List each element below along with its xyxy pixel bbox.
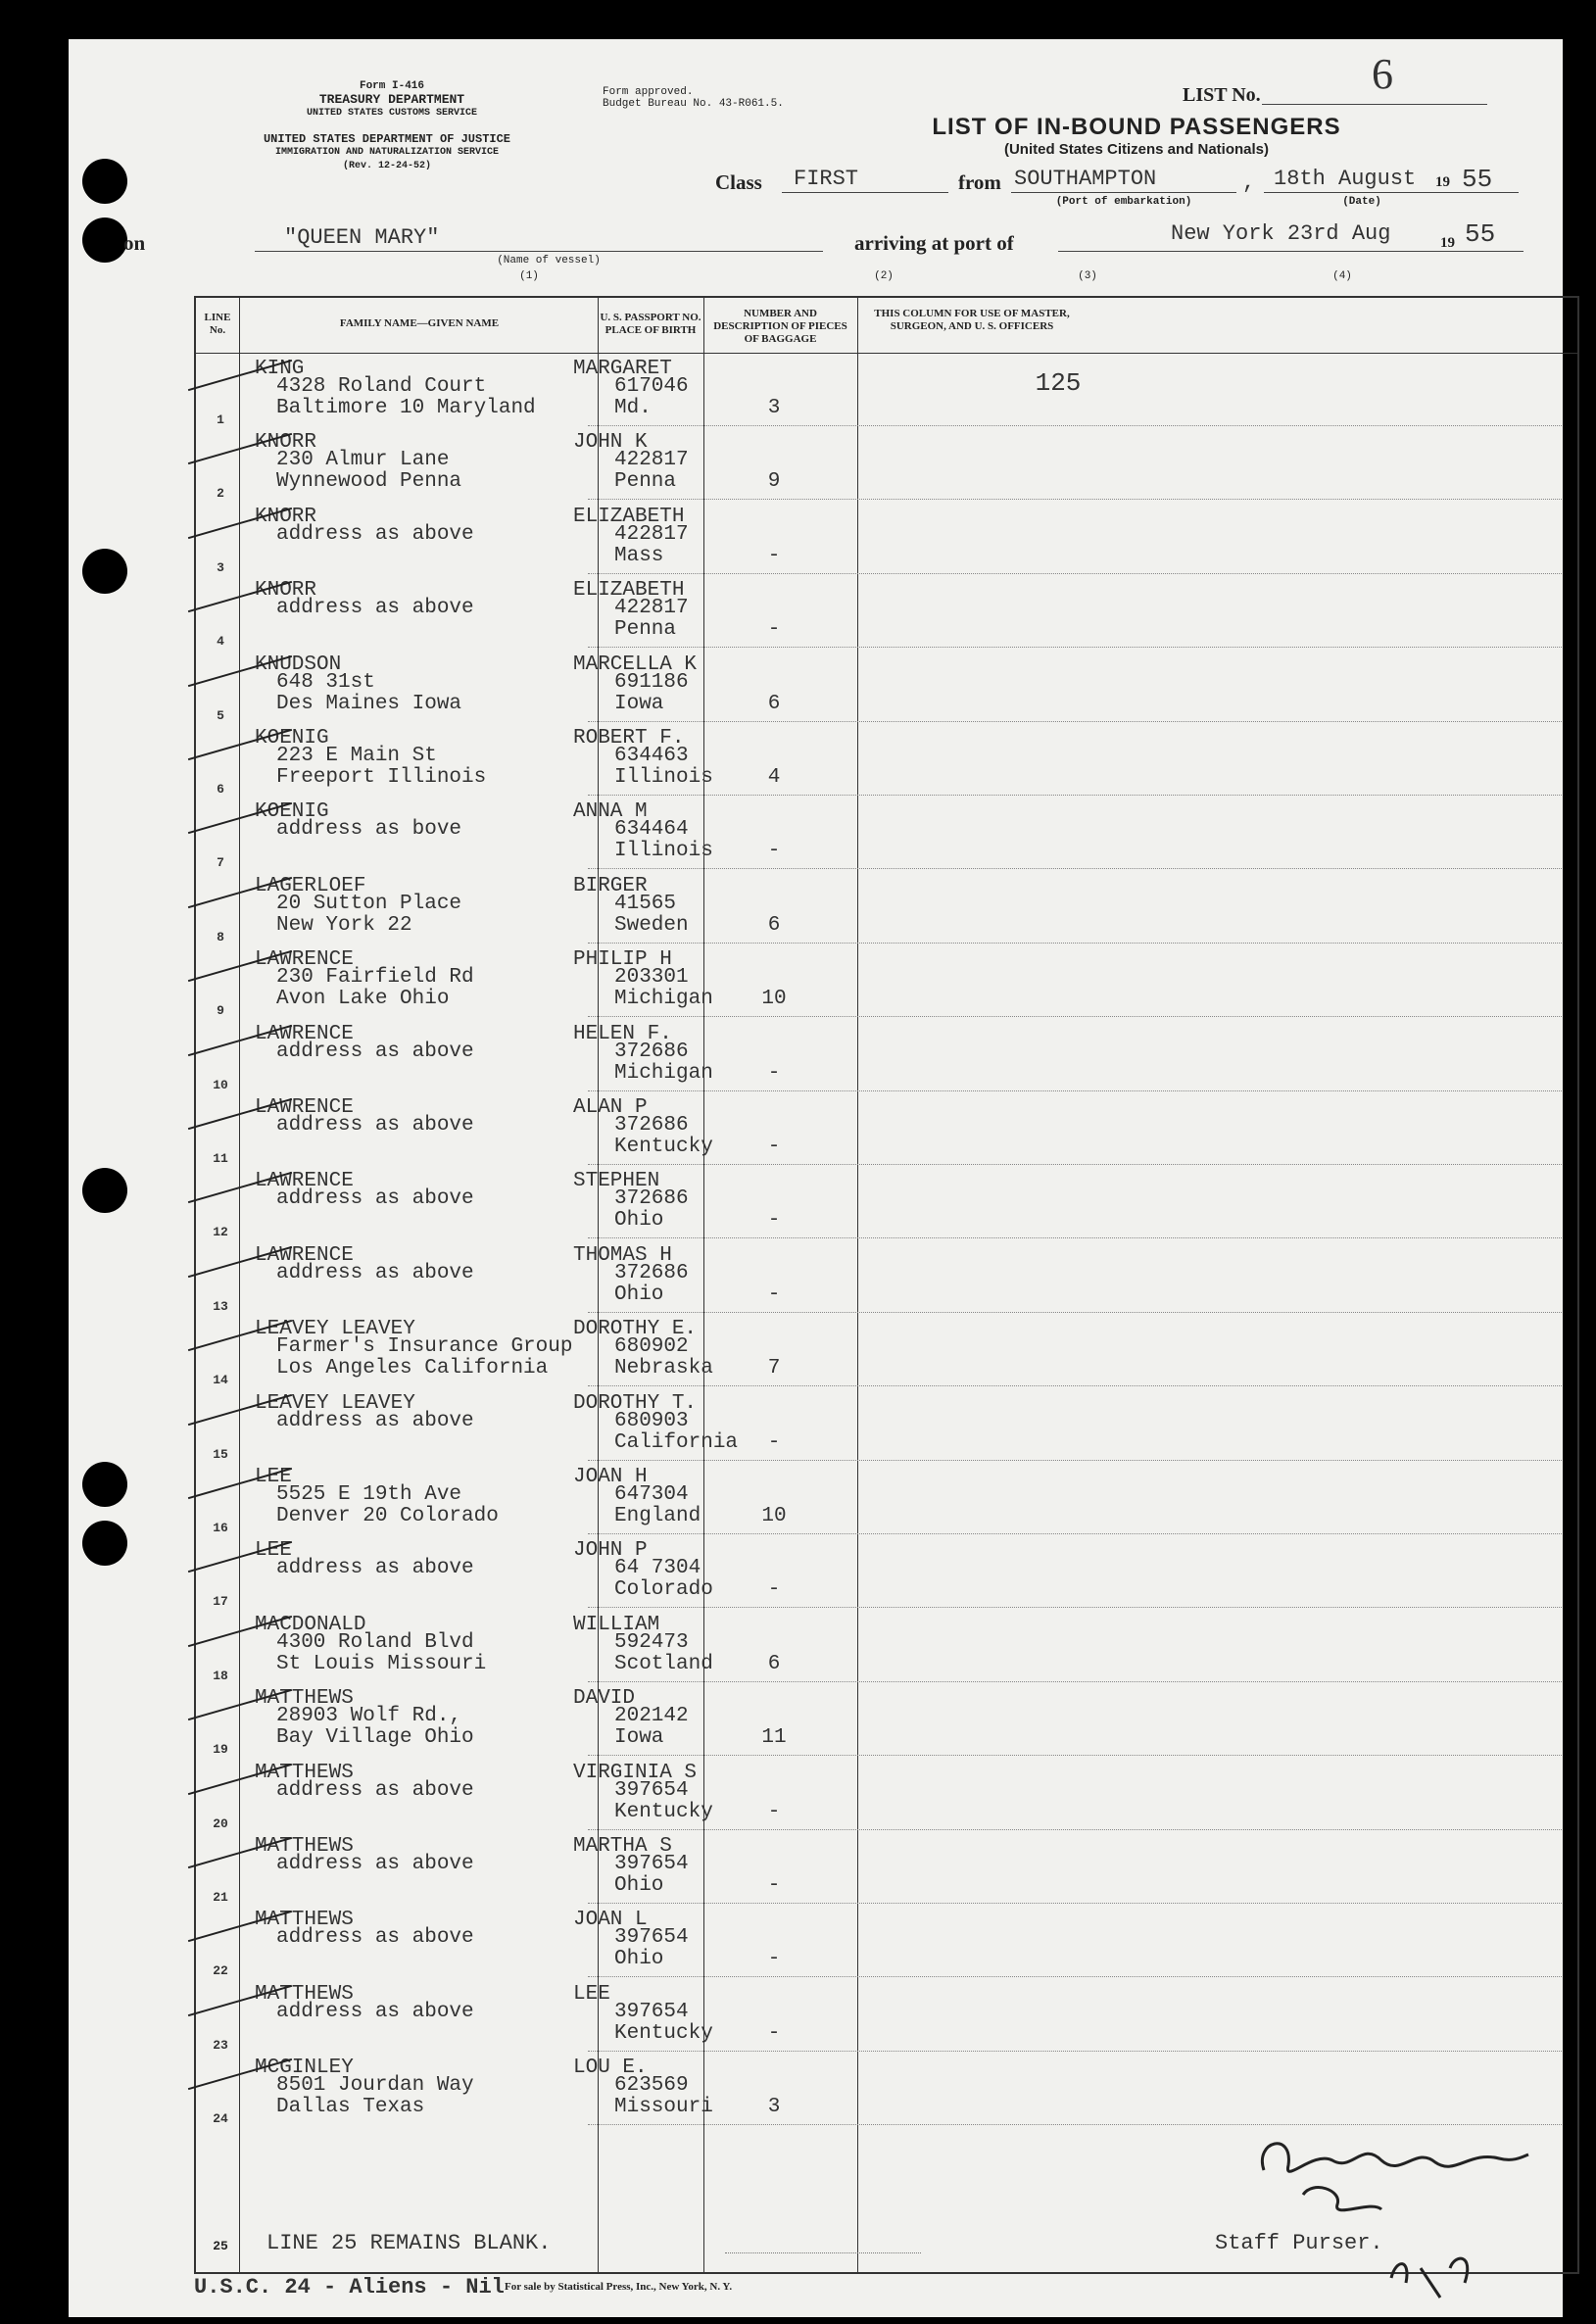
arriving-label: arriving at port of — [854, 231, 1014, 255]
line-number: 9 — [217, 1003, 224, 1019]
given-name: MARTHA S — [573, 1835, 672, 1858]
row-divider — [588, 868, 1562, 869]
family-name: KING — [255, 358, 305, 380]
baggage-count: 6 — [767, 1652, 781, 1675]
date-caption: (Date) — [1342, 196, 1381, 208]
row-divider — [588, 943, 1562, 944]
table-row — [196, 576, 1577, 650]
baggage-count: - — [767, 2021, 781, 2045]
place-of-birth: Michigan — [614, 988, 713, 1011]
passport-number: 397654 — [614, 1853, 689, 1875]
customs-service: UNITED STATES CUSTOMS SERVICE — [306, 108, 478, 119]
table-row — [196, 1463, 1577, 1536]
place-of-birth: Penna — [614, 470, 677, 494]
line-number: 3 — [217, 559, 224, 575]
address-line-1: address as above — [276, 1187, 474, 1211]
row-divider — [588, 795, 1562, 796]
place-of-birth: Ohio — [614, 1209, 664, 1233]
line-number: 1 — [217, 412, 224, 427]
family-name: KNUDSON — [255, 653, 342, 676]
place-of-birth: Ohio — [614, 1283, 664, 1306]
place-of-birth: Kentucky — [614, 2021, 713, 2045]
line-number: 15 — [213, 1446, 228, 1462]
row-divider — [588, 573, 1562, 574]
table-row — [196, 798, 1577, 871]
punch-hole — [82, 1462, 127, 1507]
header-baggage: NUMBER AND DESCRIPTION OF PIECES OF BAGGAGE — [713, 308, 847, 345]
address-line-2: Des Maines Iowa — [276, 692, 462, 715]
purser-signature — [1244, 2111, 1538, 2307]
given-name: ALAN P — [573, 1096, 648, 1119]
family-name: KOENIG — [255, 800, 329, 824]
line-number: 14 — [213, 1373, 228, 1388]
passport-number: 422817 — [614, 597, 689, 620]
baggage-count: - — [767, 544, 781, 567]
family-name: KOENIG — [255, 727, 329, 750]
line-25-text: LINE 25 REMAINS BLANK. — [266, 2231, 552, 2255]
given-name: JOAN L — [573, 1909, 648, 1932]
passport-number: 41565 — [614, 892, 677, 915]
header-officers: THIS COLUMN FOR USE OF MASTER, SURGEON, AND U. S. OFFICERS — [874, 308, 1070, 332]
class-line — [782, 192, 948, 193]
place-of-birth: Colorado — [614, 1578, 713, 1602]
place-of-birth: Ohio — [614, 1948, 664, 1971]
col-num-1: (1) — [519, 270, 539, 282]
baggage-count: - — [767, 1948, 781, 1971]
row-divider — [588, 1237, 1562, 1238]
date-year: 55 — [1462, 165, 1493, 194]
family-name: LAWRENCE — [255, 1243, 354, 1267]
passport-number: 397654 — [614, 2000, 689, 2023]
given-name: WILLIAM — [573, 1613, 660, 1636]
line-number: 7 — [217, 855, 224, 871]
vessel-name: "QUEEN MARY" — [284, 225, 440, 250]
line-25-number: 25 — [213, 2239, 228, 2253]
address-line-1: 4300 Roland Blvd — [276, 1630, 474, 1654]
port-embarkation: SOUTHAMPTON — [1014, 167, 1157, 191]
family-name: LAWRENCE — [255, 1022, 354, 1045]
revision: (Rev. 12-24-52) — [342, 161, 431, 171]
line-number: 13 — [213, 1298, 228, 1314]
row-divider — [588, 1312, 1562, 1313]
comma: , — [1242, 170, 1256, 195]
line-number: 2 — [217, 486, 224, 502]
passport-number: 64 7304 — [614, 1557, 701, 1580]
passport-number: 397654 — [614, 1778, 689, 1802]
family-name: KNORR — [255, 431, 317, 455]
passport-number: 372686 — [614, 1187, 689, 1211]
table-row — [196, 1536, 1577, 1610]
baggage-count: 4 — [767, 766, 781, 789]
given-name: DOROTHY E. — [573, 1318, 698, 1341]
baggage-count: 7 — [767, 1357, 781, 1380]
row-divider — [588, 1533, 1562, 1534]
passport-number: 203301 — [614, 966, 689, 990]
col-num-4: (4) — [1332, 270, 1352, 282]
date-year-prefix: 19 — [1435, 174, 1450, 190]
baggage-count: 11 — [761, 1726, 787, 1750]
given-name: DAVID — [573, 1687, 636, 1711]
place-of-birth: Md. — [614, 397, 652, 419]
given-name: JOHN K — [573, 431, 648, 455]
passport-number: 372686 — [614, 1261, 689, 1284]
address-line-2: St Louis Missouri — [276, 1652, 487, 1675]
table-row — [196, 1093, 1577, 1167]
row-divider — [588, 1903, 1562, 1904]
address-line-2: Denver 20 Colorado — [276, 1505, 499, 1527]
passport-number: 623569 — [614, 2074, 689, 2098]
row-divider — [588, 1016, 1562, 1017]
place-of-birth: Illinois — [614, 840, 713, 863]
list-title: LIST OF IN-BOUND PASSENGERS — [932, 114, 1341, 140]
address-line-1: 8501 Jourdan Way — [276, 2074, 474, 2098]
place-of-birth: Nebraska — [614, 1357, 713, 1380]
family-name: KNORR — [255, 505, 317, 528]
form-approved: Form approved. — [603, 86, 694, 98]
given-name: DOROTHY T. — [573, 1391, 698, 1415]
baggage-count: - — [767, 1061, 781, 1085]
line-number: 17 — [213, 1594, 228, 1610]
address-line-1: address as above — [276, 522, 474, 546]
line-number: 4 — [217, 634, 224, 650]
passport-number: 680903 — [614, 1409, 689, 1432]
family-name: MATTHEWS — [255, 1835, 354, 1858]
place-of-birth: Mass — [614, 544, 664, 567]
baggage-count: 3 — [767, 2096, 781, 2119]
passport-number: 680902 — [614, 1335, 689, 1359]
passport-number: 397654 — [614, 1926, 689, 1950]
family-name: LAGERLOEF — [255, 874, 366, 897]
table-row — [196, 1167, 1577, 1240]
passport-number: 617046 — [614, 375, 689, 398]
from-label: from — [958, 170, 1001, 194]
table-row — [196, 872, 1577, 945]
address-line-1: address as above — [276, 1778, 474, 1802]
arrival-port: New York 23rd Aug — [1171, 221, 1391, 246]
place-of-birth: Iowa — [614, 692, 664, 715]
passport-number: 592473 — [614, 1630, 689, 1654]
table-row — [196, 1759, 1577, 1832]
baggage-count: - — [767, 1136, 781, 1158]
given-name: VIRGINIA S — [573, 1761, 698, 1784]
punch-hole — [82, 1521, 127, 1566]
address-line-1: address as above — [276, 1040, 474, 1063]
address-line-1: 648 31st — [276, 670, 375, 694]
place-of-birth: Scotland — [614, 1652, 713, 1675]
baggage-count: 6 — [767, 913, 781, 937]
given-name: LEE — [573, 1982, 610, 2006]
baggage-count: 3 — [767, 397, 781, 419]
list-no-label: LIST No. — [1183, 84, 1261, 106]
given-name: STEPHEN — [573, 1170, 660, 1193]
address-line-1: address as above — [276, 597, 474, 620]
line-number: 10 — [213, 1077, 228, 1092]
address-line-2: Baltimore 10 Maryland — [276, 397, 536, 419]
row-divider — [588, 1607, 1562, 1608]
family-name: LEAVEY LEAVEY — [255, 1391, 415, 1415]
table-row — [196, 651, 1577, 724]
punch-hole — [82, 218, 127, 263]
place-of-birth: Michigan — [614, 1061, 713, 1085]
port-line — [1011, 192, 1236, 193]
line-number: 20 — [213, 1816, 228, 1831]
vessel-line — [255, 251, 823, 252]
family-name: KNORR — [255, 579, 317, 603]
line-number: 16 — [213, 1521, 228, 1535]
place-of-birth: Kentucky — [614, 1136, 713, 1158]
place-of-birth: California — [614, 1430, 739, 1454]
family-name: LAWRENCE — [255, 1170, 354, 1193]
place-of-birth: Sweden — [614, 913, 689, 937]
family-name: LEE — [255, 1466, 292, 1488]
line-number: 24 — [213, 2111, 228, 2127]
passenger-rows — [196, 355, 1577, 2197]
treasury-dept: TREASURY DEPARTMENT — [318, 92, 465, 107]
address-line-1: address as above — [276, 1853, 474, 1875]
given-name: ANNA M — [573, 800, 648, 824]
baggage-count: - — [767, 840, 781, 863]
table-row — [196, 1906, 1577, 1979]
address-line-1: 28903 Wolf Rd., — [276, 1705, 462, 1728]
header-line-no: LINE No. — [204, 312, 231, 336]
line-number: 6 — [217, 782, 224, 797]
baggage-count: - — [767, 1283, 781, 1306]
budget-bureau: Budget Bureau No. 43-R061.5. — [603, 98, 784, 110]
address-line-1: 230 Almur Lane — [276, 449, 450, 472]
address-line-1: address as above — [276, 1261, 474, 1284]
family-name: LEAVEY LEAVEY — [255, 1318, 415, 1341]
baggage-count: 9 — [767, 470, 781, 494]
baggage-count: 6 — [767, 692, 781, 715]
row-divider — [588, 1385, 1562, 1386]
col-num-3: (3) — [1078, 270, 1097, 282]
header-name: FAMILY NAME—GIVEN NAME — [339, 317, 500, 329]
baggage-count: 10 — [761, 1505, 787, 1527]
row-divider — [588, 1976, 1562, 1977]
given-name: BIRGER — [573, 874, 648, 897]
on-label: on — [123, 231, 146, 255]
given-name: PHILIP H — [573, 948, 672, 972]
family-name: MACDONALD — [255, 1613, 366, 1636]
table-row — [196, 1389, 1577, 1463]
place-of-birth: Illinois — [614, 766, 713, 789]
address-line-1: 20 Sutton Place — [276, 892, 462, 915]
given-name: MARCELLA K — [573, 653, 698, 676]
table-row — [196, 1832, 1577, 1906]
list-no-line — [1262, 104, 1487, 105]
baggage-count: 10 — [761, 988, 787, 1011]
address-line-2: New York 22 — [276, 913, 412, 937]
table-row — [196, 503, 1577, 576]
embark-date: 18th August — [1274, 167, 1417, 191]
line-number: 8 — [217, 929, 224, 944]
line-number: 11 — [213, 1151, 228, 1166]
baggage-count: - — [767, 1430, 781, 1454]
given-name: ROBERT F. — [573, 727, 685, 750]
place-of-birth: England — [614, 1505, 701, 1527]
arrival-year: 55 — [1465, 219, 1496, 249]
table-row — [196, 1315, 1577, 1388]
passport-number: 372686 — [614, 1114, 689, 1137]
usc-aliens-note: U.S.C. 24 - Aliens - Nil — [194, 2275, 505, 2300]
given-name: ELIZABETH — [573, 505, 685, 528]
family-name: LAWRENCE — [255, 948, 354, 972]
row-divider — [588, 647, 1562, 648]
arrival-year-prefix: 19 — [1440, 235, 1455, 251]
family-name: LAWRENCE — [255, 1096, 354, 1119]
table-row — [196, 1684, 1577, 1758]
place-of-birth: Missouri — [614, 2096, 713, 2119]
baggage-count: - — [767, 618, 781, 642]
baggage-count: - — [767, 1874, 781, 1897]
row-divider — [588, 1460, 1562, 1461]
line-number: 5 — [217, 707, 224, 723]
address-line-2: Los Angeles California — [276, 1357, 549, 1380]
punch-hole — [82, 549, 127, 594]
passport-number: 202142 — [614, 1705, 689, 1728]
address-line-1: address as bove — [276, 818, 462, 842]
place-of-birth: Iowa — [614, 1726, 664, 1750]
justice-dept: UNITED STATES DEPARTMENT OF JUSTICE — [263, 132, 511, 146]
address-line-1: address as above — [276, 1409, 474, 1432]
table-row — [196, 1980, 1577, 2054]
place-of-birth: Penna — [614, 618, 677, 642]
table-row — [196, 945, 1577, 1019]
vessel-caption: (Name of vessel) — [497, 255, 601, 266]
given-name: JOAN H — [573, 1466, 648, 1488]
table-row — [196, 1020, 1577, 1093]
row-divider — [588, 1681, 1562, 1682]
address-line-1: 5525 E 19th Ave — [276, 1483, 462, 1506]
address-line-2: Dallas Texas — [276, 2096, 425, 2119]
address-line-1: address as above — [276, 2000, 474, 2023]
row-divider — [588, 1164, 1562, 1165]
row-divider — [588, 1090, 1562, 1091]
port-caption: (Port of embarkation) — [1055, 196, 1192, 208]
address-line-1: address as above — [276, 1114, 474, 1137]
passport-number: 372686 — [614, 1040, 689, 1063]
given-name: ELIZABETH — [573, 579, 685, 603]
family-name: LEE — [255, 1539, 292, 1563]
address-line-1: Farmer's Insurance Group — [276, 1335, 573, 1359]
family-name: MATTHEWS — [255, 1982, 354, 2006]
class-value: FIRST — [794, 167, 859, 191]
baggage-count: - — [767, 1209, 781, 1233]
table-row — [196, 1241, 1577, 1315]
table-row — [196, 1611, 1577, 1684]
punch-hole — [82, 1168, 127, 1213]
row-divider — [588, 1755, 1562, 1756]
passport-number: 647304 — [614, 1483, 689, 1506]
address-line-2: Bay Village Ohio — [276, 1726, 474, 1750]
address-line-1: 223 E Main St — [276, 745, 437, 767]
staff-purser: Staff Purser. — [1215, 2231, 1383, 2255]
ins-service: IMMIGRATION AND NATURALIZATION SERVICE — [274, 147, 500, 158]
col-num-2: (2) — [874, 270, 894, 282]
header-passport: U. S. PASSPORT NO. PLACE OF BIRTH — [600, 312, 701, 336]
line-number: 22 — [213, 1963, 228, 1979]
given-name: LOU E. — [573, 2057, 648, 2080]
line-number: 19 — [213, 1742, 228, 1758]
address-line-2: Wynnewood Penna — [276, 470, 462, 494]
row-divider — [588, 721, 1562, 722]
officer-note: 125 — [1035, 368, 1082, 398]
family-name: MATTHEWS — [255, 1687, 354, 1711]
line-number: 12 — [213, 1225, 228, 1240]
punch-hole — [82, 159, 127, 204]
family-name: MATTHEWS — [255, 1909, 354, 1932]
place-of-birth: Ohio — [614, 1874, 664, 1897]
row-divider — [588, 499, 1562, 500]
press-note: For sale by Statistical Press, Inc., New York, N. Y. — [505, 2281, 733, 2293]
given-name: THOMAS H — [573, 1243, 672, 1267]
line-number: 23 — [213, 2037, 228, 2053]
line-number: 21 — [213, 1890, 228, 1905]
passport-number: 634463 — [614, 745, 689, 767]
row-divider — [588, 425, 1562, 426]
given-name: HELEN F. — [573, 1022, 672, 1045]
table-row — [196, 724, 1577, 798]
address-line-1: 230 Fairfield Rd — [276, 966, 474, 990]
line-number: 18 — [213, 1668, 228, 1683]
table-row — [196, 428, 1577, 502]
passport-number: 634464 — [614, 818, 689, 842]
address-line-2: Freeport Illinois — [276, 766, 487, 789]
place-of-birth: Kentucky — [614, 1800, 713, 1823]
family-name: MCGINLEY — [255, 2057, 354, 2080]
passport-number: 691186 — [614, 670, 689, 694]
address-line-1: address as above — [276, 1557, 474, 1580]
list-no-value: 6 — [1372, 50, 1393, 98]
passport-number: 422817 — [614, 522, 689, 546]
address-line-1: address as above — [276, 1926, 474, 1950]
table-row — [196, 355, 1577, 428]
passenger-table — [194, 296, 1579, 2274]
class-label: Class — [715, 170, 762, 194]
address-line-1: 4328 Roland Court — [276, 375, 487, 398]
row-divider — [588, 1829, 1562, 1830]
list-subtitle: (United States Citizens and Nationals) — [1003, 141, 1270, 158]
family-name: MATTHEWS — [255, 1761, 354, 1784]
given-name: MARGARET — [573, 358, 672, 380]
row-divider — [588, 2051, 1562, 2052]
address-line-2: Avon Lake Ohio — [276, 988, 450, 1011]
document-page — [69, 39, 1563, 2317]
baggage-count: - — [767, 1578, 781, 1602]
given-name: JOHN P — [573, 1539, 648, 1563]
passport-number: 422817 — [614, 449, 689, 472]
baggage-count: - — [767, 1800, 781, 1823]
form-number: Form I-416 — [359, 80, 424, 92]
